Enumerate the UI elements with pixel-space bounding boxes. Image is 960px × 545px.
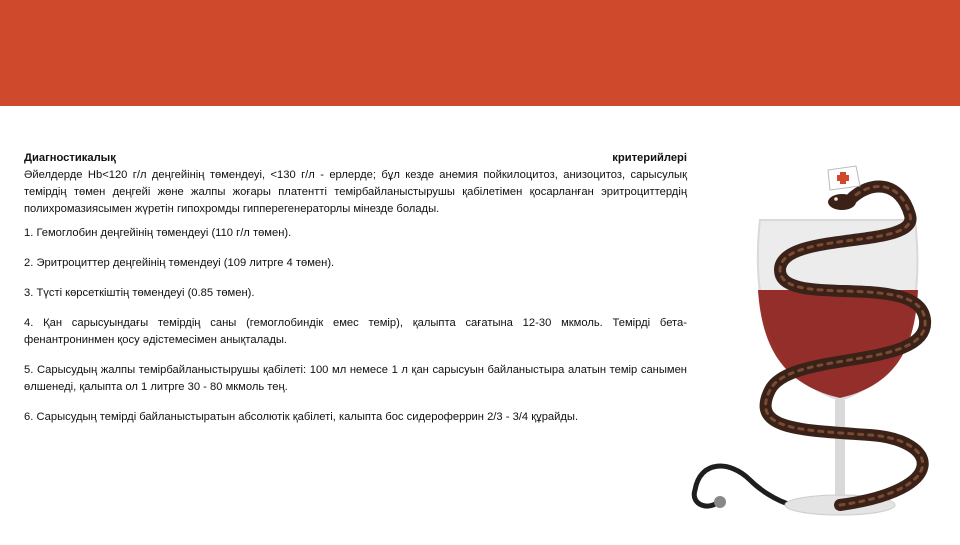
diagnostic-criteria-heading [24, 150, 687, 167]
heading-right: критерийлері [612, 152, 687, 164]
criteria-item-6: 6. Сарысудың темірді байланыстыратын абсолютік қабілеті, калыпта бос сидероферрин 2/3 - 3/4 құрайды. [24, 411, 579, 423]
criteria-item-4: 4. Қан сарысуындағы темірдің саны (гемоглобиндік емес темір), қалыпта сағатына 12-30 мкмоль. Темірді бета-фенантронинмен қосу әдістемесімен анықталады. [24, 317, 687, 346]
content-text-block [24, 150, 687, 439]
top-banner [0, 0, 960, 106]
criteria-item-2: 2. Эритроциттер деңгейінің төмендеуі (109 литрге 4 төмен). [24, 257, 335, 269]
snake-wine-glass-stethoscope-icon [690, 160, 955, 540]
intro-paragraph: Әйелдерде Hb<120 г/л деңгейінің төмендеуі, <130 г/л - ерлерде; бұл кезде анемия пойкилоцитоз, анизоцитоз, сарысулық темірдің төмен деңгейі жөне жалпы жоғары платентті темірбайланыстырушы қабілетімен қосарланған эритроциттердің полихромазиясымен жүретін гипохромды гипперегенераторлы мінезде болады. [24, 169, 687, 215]
criteria-item-1: 1. Гемоглобин деңгейінің төмендеуі (110 г/л төмен). [24, 227, 292, 239]
criteria-item-5: 5. Сарысудың жалпы темірбайланыстырушы қабілеті: 100 мл немесе 1 л қан сарысуын байланыстыра алатын темір санымен өлшенеді, қалыпта ол 1 литрге 30 - 80 мкмоль тең. [24, 364, 687, 393]
heading-left: Диагностикалық [24, 152, 116, 164]
criteria-item-3: 3. Түсті көрсеткіштің төмендеуі (0.85 төмен). [24, 287, 255, 299]
